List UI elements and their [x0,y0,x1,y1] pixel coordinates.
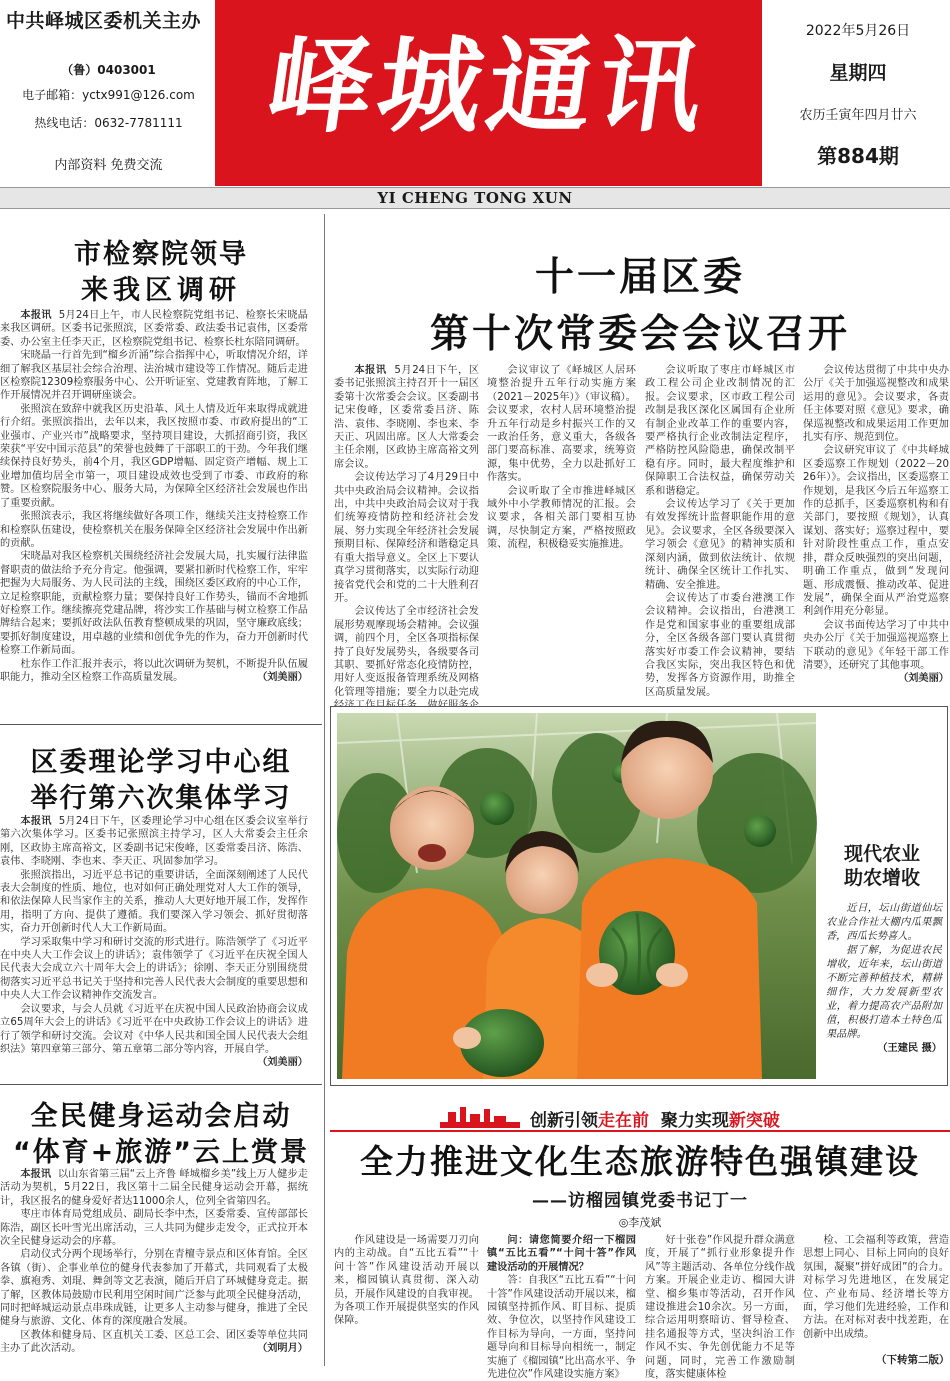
caption-title-line1: 现代农业 [843,843,920,865]
pinyin-title: YI CHENG TONG XUN [377,189,573,207]
author-credit: （刘美丽） [257,1057,308,1069]
hotline-line: 热线电话：0632-7781111 [34,116,183,130]
slogan-part: 聚力实现 [649,1111,729,1131]
paragraph: 枣庄市体育局党组成员、副局长李中杰，区委常委、宣传部部长陈浩，副区长叶雪光出席活动，三人共同为健步走发令，正式拉开本次全民健身运动会的序幕。 [0,1209,308,1248]
headline-fitness-1: 全民健身运动会启动 [30,1101,292,1132]
paragraph: 好十张卷”作风提升群众满意度，开展了“抓行业形象提升作风”等主题活动、各单位分线作战方案。开展企业走访、榴园大讲堂、榴乡集市等活动，召开作风建设推进会10余次。另一方面，综合运用明察暗访、督导检查、挂名通报等方式，坚决纠治工作作风不实、争先创优能力不足等问题，同时，完善工作激励制度，落实健康体检 [645,1235,795,1381]
paragraph: 张照滨在致辞中就我区历史沿革、风土人情及近年来取得成就进行介绍。张照滨指出，去年以来，我区按照市委、市政府提出的“工业强市、产业兴市”战略要求，坚持项目建设，大抓招商引资，我区荣获“平安中国示范县”的荣誉也鼓舞了干部职工的干劲。今年我们继续保持良好势头，前4个月，我区GDP增幅、固定资产增幅、规上工业增加值均居全市第一，项目建设成效也受到了市委、市政府的称赞。区检察院服务中心、服务大局，为保障全区经济社会发展也作出了重要贡献。 [0,403,308,509]
newspaper-title-banner [215,0,762,186]
issue-date: 2022年5月26日 [805,23,911,39]
photo-credit: （王建民 摄） [877,1043,942,1054]
headline-procuratorate-2: 来我区调研 [81,275,241,306]
caption-paragraph: 近日，坛山街道仙坛农业合作社大棚内瓜果飘香，西瓜长势喜人。 [826,903,942,942]
paragraph: 5月24日下午，区委书记张照滨主持召开十一届区委第十次常委会会议。区委副书记宋俊峰，区委常委吕济、陈浩、袁伟、李晓刚、李也来、李天正、巩固出席。区人大常委会主任余刚，区政协主席高裕文列席会议。 [334,365,480,470]
author-credit: （刘明月） [257,1343,308,1355]
paragraph: 会议听取了全市推进峄城区域外中小学教师情况的汇报。会议要求，各相关部门要相互协调，尽快制定方案，严格按照政策、流程，积极稳妥实施推进。 [487,485,636,551]
article-procuratorate-body [0,309,308,715]
article-lead: 本报讯 [354,365,387,376]
article-committee-col4 [803,364,949,696]
paragraph: 会议传达贯彻了中共中央办公厅《关于加强巡视整改和成果运用的意见》。会议要求，各责任主体要对照《意见》要求，确保巡视整改和成果运用工作更加扎实有序、规范到位。 [803,365,949,444]
article-lead: 本报讯 [20,310,52,321]
article-committee-col2 [487,364,636,696]
headline-procuratorate-1: 市检察院领导 [74,239,248,270]
greenhouse-children-photo [337,713,816,1079]
article-lead: 本报讯 [20,816,52,827]
pinyin-bar [0,187,950,209]
license-number: （鲁）0403001 [61,63,156,77]
photo-caption-title [822,842,942,890]
paragraph: 张照滨表示，我区将继续做好各项工作，继续关注支持检察工作和检察队伍建设，使检察机关在服务保障全区经济社会发展中作出新的贡献。 [0,511,308,549]
interview-question: 问：请您简要介绍一下榴园镇“五比五看”“十问十答”作风建设活动的开展情况？ [487,1235,636,1273]
interview-col4 [803,1234,949,1350]
slogan-part: 创新引领 [530,1111,598,1131]
paragraph: 答：自我区“五比五看”“十问十答”作风建设活动开展以来，榴园镇坚持抓作风、盯目标、提质效、争位次，以坚持作风建设工作目标为导向，一方面，坚持问题导向和目标导向相统一，制定实施了《榴园镇“比出高水平、争先进位次”作风建设实施方案》 [487,1275,636,1381]
paragraph: 启动仪式分两个现场举行，分别在青檀寺景点和区体育馆。全区各镇（街）、企事业单位的健身代表参加了开幕式，共同观看了太极拳、旗袍秀、刘琨、舞剑等文艺表演，随后开启了环城健身竞走。据了解，区教体局鼓励市民利用空闲时间广泛参与此项全民健身活动，同时把峄城运动景点串珠成链，让更多人主动参与健身，推进了全民健身与旅游、文化、体育的深度融合发展。 [0,1249,308,1328]
paragraph: 会议要求，与会人员就《习近平在庆祝中国人民政治协商会议成立65周年大会上的讲话》《习近平在中央政协工作会议上的讲话》进行了领学和研讨交流。会议对《中华人民共和国全国人民代表大会组织法》第四章第三部分、第五章第二部分等内容，开展自学。 [0,1003,308,1055]
divider [0,1084,322,1085]
paragraph: 宋晓晶对我区检察机关围绕经济社会发展大局，扎实履行法律监督职责的做法给予充分肯定。他强调，要紧扣新时代检察工作，牢牢把握为大局服务、为人民司法的主线，围绕区委区政府的中心工作，立足检察职能，贡献检察力量；要保持良好工作势头，锚而不舍地抓好检察工作。继续擦亮党建品牌，将沙实工作基础与树立检察工作品牌结合起来；要抓好政法队伍教育整顿成果的巩固，坚守廉政底线；要抓好制度建设，用卓越的业绩和创优争先的作为，奋力开创新时代检察工作新局面。 [0,551,308,657]
interview-byline: ◎李茂斌 [618,1216,662,1229]
paragraph: 会议传达了市委台港澳工作会议精神。会议指出，台港澳工作是党和国家事业的重要组成部分，全区各级各部门要认真贯彻落实好市委工作会议精神，要结合我区实际，突出我区特色和优势，发挥各方资源作用，助推全区高质量发展。 [645,592,795,698]
masthead-left-info [6,6,211,184]
paragraph: 区教体和健身局、区直机关工委、区总工会、团区委等单位共同主办了此次活动。 [0,1329,308,1355]
slogan-text [530,1106,780,1131]
building-skyline-icon [440,1104,520,1128]
paragraph: 5月24日上午，市人民检察院党组书记、检察长宋晓晶来我区调研。区委书记张照滨，区委常委、政法委书记袁伟，区委常委、办公室主任李天正，区检察院党组书记、检察长杜东陪同调研。 [0,310,308,348]
article-committee-col3 [645,364,795,696]
interview-col3 [645,1234,795,1381]
slogan-part: 新突破 [728,1111,780,1131]
lunar-date: 农历壬寅年四月廿六 [799,108,917,123]
paragraph: 会议听取了枣庄市峄城区市政工程公司企业改制情况的汇报。会议要求，区市政工程公司改制是我区深化区属国有企业所有制企业改革工作的重要内容，要严格执行企业改制法定程序，严格防控风险隐患，确保改制平稳有序。同时，最大程度维护和保障职工合法权益，确保劳动关系和谐稳定。 [645,365,795,497]
masthead-right-info [770,14,946,184]
headline-study-2: 举行第六次集体学习 [30,783,292,814]
article-committee-col1 [334,364,479,696]
divider [0,724,322,725]
newspaper-title: 峄城通讯 [259,24,718,147]
email-line: 电子邮箱：yctx991@126.com [22,88,195,102]
paragraph: 会议研究审议了《中共峄城区委巡察工作规划（2022－2026年）》。会议指出，区委巡察工作规划，是我区今后五年巡察工作的总抓手，区委巡察机构和有关部门，要按照《规划》，认真谋划、落实好；巡察过程中，要针对阶段性重点工作，重点安排，群众反映强烈的突出问题，明确工作重点，做到“发现问题、形成震慑、推动改革、促进发展”，确保全面从严治党巡察利剑作用充分彰显。 [803,445,949,618]
internal-notice: 内部资料 免费交流 [54,158,163,173]
slogan-part: 走在前 [598,1111,649,1131]
paragraph: 会议传达学习了《关于更加有效发挥统计监督职能作用的意见》。会议要求，全区各级要深入学习领会《意见》的精神实质和深刻内涵，做到依法统计、依规统计、确保全区统计工作扎实、精确、安全推进。 [645,499,795,591]
headline-interview: 全力推进文化生态旅游特色强镇建设 [360,1142,920,1181]
paragraph: 会议审议了《峄城区人居环境整治提升五年行动实施方案（2021－2025年）》（审议稿）。会议要求，农村人居环境整治提升五年行动是乡村振兴工作的又一政治任务，意义重大，各级各部门要高标准、高要求，统筹资源，集中优势，全力以赴抓好工作落实。 [487,365,636,484]
sponsor-line: 中共峄城区委机关主办 [6,10,202,32]
caption-paragraph: 据了解，为促进农民增收，近年来，坛山街道不断完善种植技术，精耕细作，大力发展新型农业，着力提高农产品附加值，积极打造本土特色瓜果品牌。 [826,945,942,1040]
headline-fitness-2: “体育+旅游”云上赏景 [12,1137,310,1168]
headline-study-1: 区委理论学习中心组 [30,747,292,778]
paragraph: 会议书面传达学习了中共中央办公厅《关于加强巡视巡察上下联动的意见》《年轻干部工作清要》，还研究了其他事项。 [803,619,949,671]
author-credit: （刘美丽） [257,671,308,683]
news-photo [337,713,816,1079]
issue-number: 第884期 [817,144,899,168]
caption-title-line2: 助农增收 [843,867,920,889]
paragraph: 作风建设是一场需要刀刃向内的主动战。自“五比五看”“十问十答”作风建设活动开展以来，榴园镇认真贯彻、深入动员，开展作风建设的自我审视。为各项工作开展提供坚实的作风保障。 [334,1235,479,1327]
paragraph: 5月24日下午，区委理论学习中心组在区委会议室举行第六次集体学习。区委书记张照滨主持学习，区人大常委会主任余刚，区政协主席高裕文，区委副书记宋俊峰，区委常委吕济、陈浩、袁伟、李晓刚、李也来、李天正、巩固参加学习。 [0,816,308,868]
continued-note: （下转第二版） [876,1354,950,1366]
headline-committee-2: 第十次常委会会议召开 [429,312,850,357]
interview-col1 [334,1234,479,1366]
article-lead: 本报讯 [20,1169,52,1180]
headline-committee-1: 十一届区委 [534,255,745,300]
paragraph: 杜东作工作汇报并表示，将以此次调研为契机，不断提升队伍履职能力，推动全区检察工作高质量发展。 [0,658,308,683]
headline-interview-subtitle: ——访榴园镇党委书记丁一 [532,1191,748,1211]
paragraph: 会议传达学习了4月29日中共中央政治局会议精神。会议指出，中共中央政治局会议对于我们统筹疫情防控和经济社会发展、努力实现全年经济社会发展预期目标、保障经济和谐稳定具有重大指导意义。全区上下要认真学习贯彻落实，以实际行动迎接省党代会和党的二十大胜利召开。 [334,472,479,604]
weekday: 星期四 [829,62,887,84]
slogan-banner [440,1104,820,1131]
paragraph: 会议传达了全市经济社会发展形势观摩现场会精神。会议强调，前四个月，全区各项指标保持了良好发展势头，各级要各司其职、要抓好常态化疫情防控，用好人变返报备管理系统及网格化管理等措施；要全力以赴完成 [334,606,479,698]
masthead [0,0,950,186]
paragraph: 张照滨指出，习近平总书记的重要讲话，全面深刻阐述了人民代表大会制度的性质、地位，也对如何正确处理党对人大工作的领导，和依法保障人民当家作主的关系，推动人大更好地开展工作，发挥作用，指明了方向、提供了遵循。我们要深入学习领会、抓好贯彻落实，奋力开创新时代人大工作新局面。 [0,869,308,935]
photo-caption-body [826,902,942,1074]
paragraph: 以山东省第三届“云上齐鲁 峄城榴乡美”线上万人健步走活动为契机，5月22日，我区第十二届全民健身运动会开幕，据统计，我区报名的健身爱好者达11000余人，位列全省第四名。 [0,1169,308,1207]
interview-col2 [487,1234,636,1381]
paragraph: 宋晓晶一行首先到“榴乡沂涌”综合指挥中心，听取情况介绍，详细了解我区基层社会综合治理、法治城市建设等工作情况。随后走进区检察院12309检察服务中心、公开听证室、党建教育阵地，了解工作开展情况并召开调研座谈会。 [0,350,308,402]
author-credit: （刘美丽） [898,673,949,685]
paragraph: 学习采取集中学习和研讨交流的形式进行。陈浩领学了《习近平在中央人大工作会议上的讲话》；袁伟领学了《习近平在庆祝全国人民代表大会成立六十周年大会上的讲话》；徐刚、李天正分别围绕贯彻落实习近平总书记关于坚持和完善人民代表大会制度的重要思想和中央人大工作会议精神作交流发言。 [0,936,308,1002]
article-fitness-body [0,1168,308,1366]
column-divider [324,214,325,1366]
article-study-body [0,815,308,1075]
paragraph: 检、工会福利等政策，营造思想上同心、目标上同向的良好氛围，凝聚“拼好成团”的合力。对标学习先进地区，在发展定位、产业布局、经济增长等方面，学习他们先进经验，工作和方法。在对标对表中找差距，在创新中出成绩。 [803,1235,949,1340]
red-divider [330,1130,950,1132]
